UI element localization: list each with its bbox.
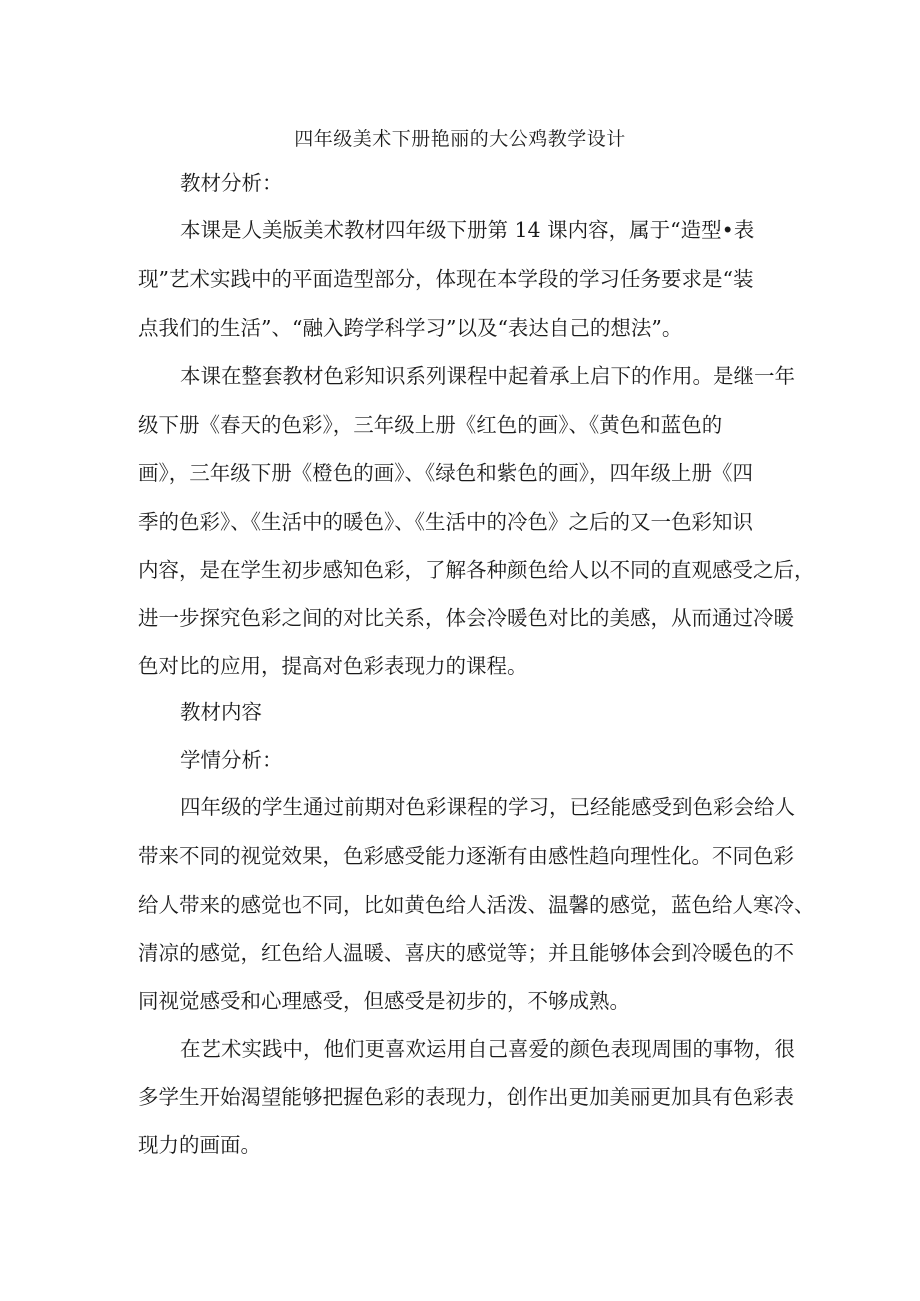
paragraph-3-line: 四年级的学生通过前期对色彩课程的学习，已经能感受到色彩会给人 bbox=[180, 795, 795, 819]
paragraph-4-line: 在艺术实践中，他们更喜欢运用自己喜爱的颜色表现周围的事物，很 bbox=[180, 1037, 795, 1061]
paragraph-1-line: 点我们的生活”、“融入跨学科学习”以及“表达自己的想法”。 bbox=[138, 316, 683, 340]
paragraph-2-line: 季的色彩》、《生活中的暖色》、《生活中的冷色》之后的又一色彩知识 bbox=[138, 510, 753, 534]
heading-material-analysis: 教材分析： bbox=[180, 171, 283, 195]
paragraph-3-line: 同视觉感受和心理感受，但感受是初步的，不够成熟。 bbox=[138, 989, 630, 1013]
paragraph-2-line: 本课在整套教材色彩知识系列课程中起着承上启下的作用。是继一年 bbox=[180, 364, 795, 388]
paragraph-4-line: 多学生开始渴望能够把握色彩的表现力，创作出更加美丽更加具有色彩表 bbox=[138, 1085, 794, 1109]
paragraph-2-line: 画》，三年级下册《橙色的画》、《绿色和紫色的画》，四年级上册《四 bbox=[138, 461, 753, 485]
paragraph-3-line: 带来不同的视觉效果，色彩感受能力逐渐有由感性趋向理性化。不同色彩 bbox=[138, 844, 794, 868]
heading-student-analysis: 学情分析： bbox=[180, 748, 283, 772]
paragraph-4-line: 现力的画面。 bbox=[138, 1133, 261, 1157]
paragraph-2-line: 进一步探究色彩之间的对比关系，体会冷暖色对比的美感，从而通过冷暖 bbox=[138, 606, 794, 630]
paragraph-2-line: 内容，是在学生初步感知色彩，了解各种颜色给人以不同的直观感受之后， bbox=[138, 558, 815, 582]
paragraph-2-line: 色对比的应用，提高对色彩表现力的课程。 bbox=[138, 654, 528, 678]
paragraph-1-line: 现”艺术实践中的平面造型部分，体现在本学段的学习任务要求是“装 bbox=[138, 267, 754, 291]
paragraph-3-line: 清凉的感觉，红色给人温暖、喜庆的感觉等；并且能够体会到冷暖色的不 bbox=[138, 941, 794, 965]
document-title: 四年级美术下册艳丽的大公鸡教学设计 bbox=[294, 128, 626, 150]
heading-material-content: 教材内容 bbox=[180, 700, 262, 724]
paragraph-3-line: 给人带来的感觉也不同，比如黄色给人活泼、温馨的感觉，蓝色给人寒冷、 bbox=[138, 893, 815, 917]
paragraph-1-line: 本课是人美版美术教材四年级下册第 14 课内容，属于“造型•表 bbox=[180, 218, 755, 242]
paragraph-2-line: 级下册《春天的色彩》，三年级上册《红色的画》、《黄色和蓝色的 bbox=[138, 413, 723, 437]
